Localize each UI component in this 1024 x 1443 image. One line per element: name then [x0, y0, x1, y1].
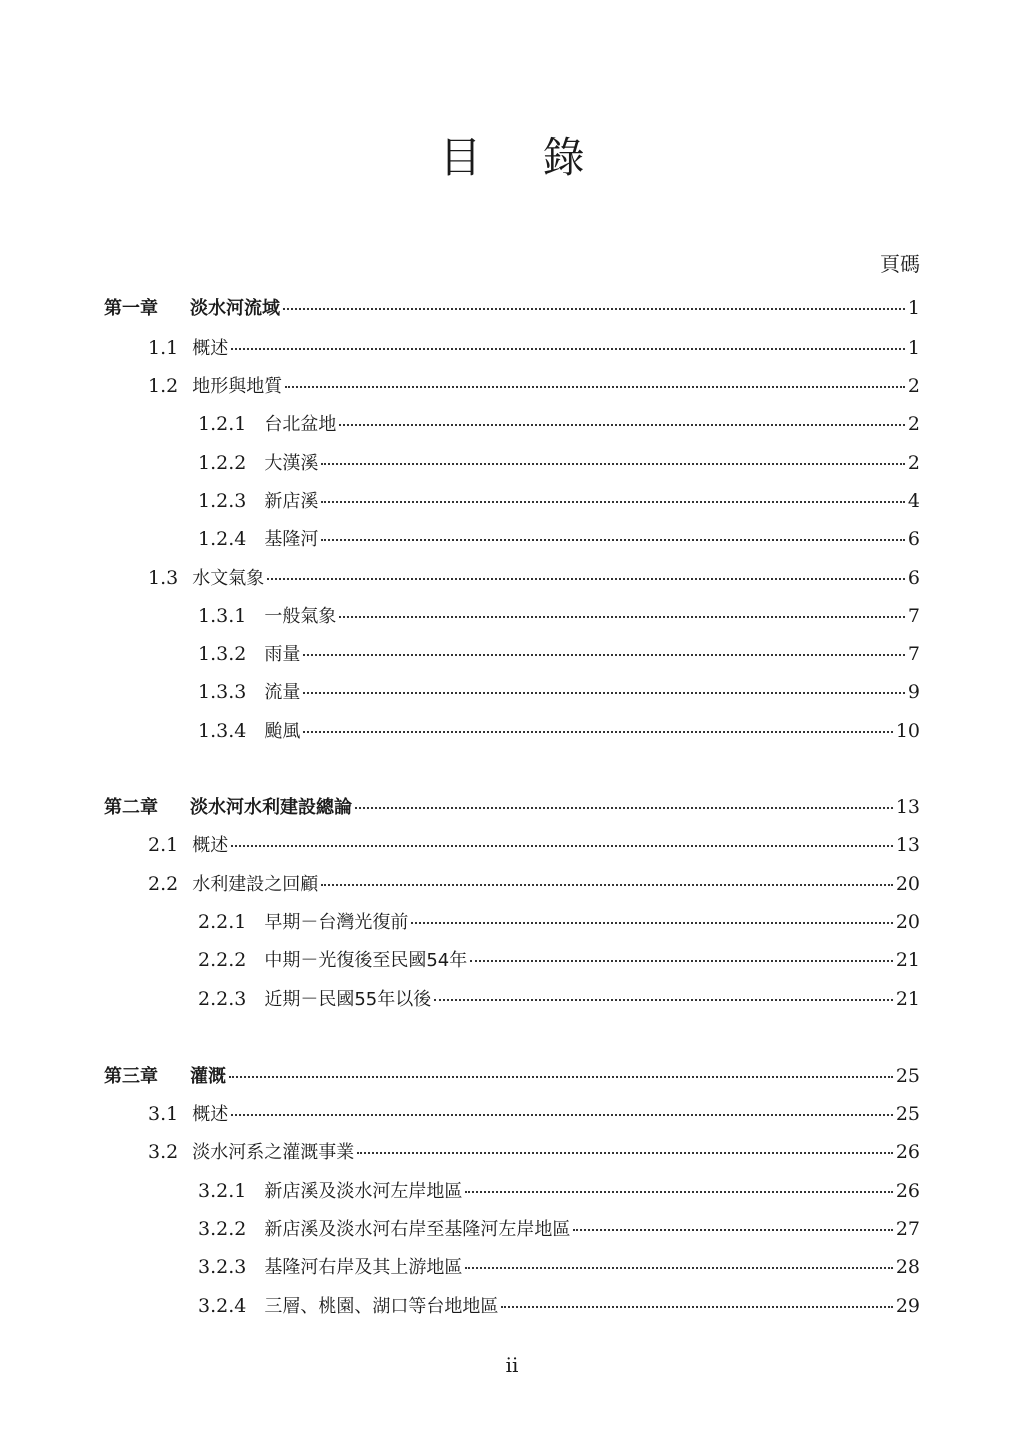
toc-entry-page: 2 — [907, 375, 920, 397]
dot-leader — [285, 386, 905, 388]
dot-leader — [303, 731, 892, 733]
toc-entry-page: 13 — [895, 796, 920, 818]
toc-entry-page: 20 — [895, 911, 920, 933]
dot-leader — [573, 1229, 892, 1231]
dot-leader — [283, 308, 905, 310]
toc-entry[interactable] — [0, 1252, 1024, 1282]
toc-entry-title: 流量 — [264, 682, 301, 703]
dot-leader — [321, 501, 905, 503]
dot-leader — [355, 807, 893, 809]
toc-entry-page: 10 — [895, 720, 920, 742]
toc-entry[interactable] — [0, 333, 1024, 363]
toc-entry-page: 29 — [895, 1295, 920, 1317]
toc-entry[interactable] — [0, 984, 1024, 1014]
toc-entry[interactable] — [0, 1137, 1024, 1167]
toc-entry-title: 淡水河流域 — [190, 298, 280, 319]
toc-entry[interactable] — [0, 1061, 1024, 1091]
dot-leader — [303, 692, 905, 694]
toc-entry-number: 3.1 — [148, 1103, 179, 1125]
toc-entry-title: 中期－光復後至民國54年 — [264, 950, 468, 971]
dot-leader — [321, 539, 905, 541]
dot-leader — [501, 1306, 892, 1308]
dot-leader — [465, 1267, 892, 1269]
toc-entry-number: 1.3.4 — [198, 720, 247, 742]
toc-entry-number: 1.2.4 — [198, 528, 247, 550]
toc-entry-number: 2.1 — [148, 834, 179, 856]
toc-entry-number: 3.2 — [148, 1141, 179, 1163]
toc-entry-number: 2.2 — [148, 873, 179, 895]
toc-entry[interactable] — [0, 639, 1024, 669]
toc-entry[interactable] — [0, 907, 1024, 937]
toc-entry-number: 1.3.2 — [198, 643, 247, 665]
toc-entry-number: 3.2.1 — [198, 1180, 247, 1202]
toc-entry[interactable] — [0, 1291, 1024, 1321]
toc-entry-page: 27 — [895, 1218, 920, 1240]
toc-entry[interactable] — [0, 293, 1024, 323]
toc-entry-number: 第一章 — [104, 298, 158, 319]
toc-entry-number: 1.2.3 — [198, 490, 247, 512]
toc-entry-number: 3.2.3 — [198, 1256, 247, 1278]
toc-entry-number: 2.2.3 — [198, 988, 247, 1010]
toc-entry-page: 26 — [895, 1180, 920, 1202]
toc-entry[interactable] — [0, 409, 1024, 439]
toc-entry-page: 21 — [895, 988, 920, 1010]
toc-entry-number: 1.1 — [148, 337, 179, 359]
footer-page-number: ii — [505, 1353, 519, 1377]
toc-entry-title: 水利建設之回顧 — [192, 874, 319, 895]
toc-entry-title: 早期－台灣光復前 — [264, 912, 409, 933]
toc-entry[interactable] — [0, 716, 1024, 746]
toc-entry-number: 2.2.1 — [198, 911, 247, 933]
toc-entry-number: 1.2.2 — [198, 452, 247, 474]
dot-leader — [267, 578, 905, 580]
toc-entry[interactable] — [0, 792, 1024, 822]
toc-entry-title: 基隆河右岸及其上游地區 — [264, 1257, 463, 1278]
toc-entry-page: 25 — [895, 1065, 920, 1087]
toc-entry-page: 13 — [895, 834, 920, 856]
toc-entry-page: 25 — [895, 1103, 920, 1125]
toc-entry-title: 灌溉 — [190, 1066, 226, 1087]
toc-entry-title: 新店溪及淡水河右岸至基隆河左岸地區 — [264, 1219, 571, 1240]
toc-entry[interactable] — [0, 1214, 1024, 1244]
toc-entry-number: 第三章 — [104, 1066, 158, 1087]
toc-entry-title: 概述 — [192, 835, 229, 856]
toc-entry-page: 6 — [907, 528, 920, 550]
dot-leader — [339, 616, 905, 618]
toc-entry[interactable] — [0, 1176, 1024, 1206]
toc-entry-page: 28 — [895, 1256, 920, 1278]
dot-leader — [231, 1114, 893, 1116]
toc-entry-title: 台北盆地 — [264, 414, 337, 435]
toc-entry-title: 概述 — [192, 338, 229, 359]
toc-entry-page: 1 — [907, 337, 920, 359]
toc-entry-page: 4 — [907, 490, 920, 512]
toc-entry[interactable] — [0, 869, 1024, 899]
toc-entry-title: 一般氣象 — [264, 606, 337, 627]
toc-entry-title: 三層、桃園、湖口等台地地區 — [264, 1296, 499, 1317]
dot-leader — [321, 884, 893, 886]
toc-entry-number: 第二章 — [104, 797, 158, 818]
toc-entry-title: 雨量 — [264, 644, 301, 665]
dot-leader — [231, 348, 905, 350]
dot-leader — [321, 463, 905, 465]
toc-entry-number: 1.3.3 — [198, 681, 247, 703]
toc-entry-number: 2.2.2 — [198, 949, 247, 971]
toc-entry[interactable] — [0, 945, 1024, 975]
toc-entry-title: 基隆河 — [264, 529, 319, 550]
toc-entry-number: 3.2.2 — [198, 1218, 247, 1240]
toc-entry-title: 近期－民國55年以後 — [264, 989, 432, 1010]
toc-entry-page: 20 — [895, 873, 920, 895]
toc-entry-number: 1.2 — [148, 375, 179, 397]
toc-entry-page: 2 — [907, 452, 920, 474]
dot-leader — [339, 424, 905, 426]
toc-entry-page: 7 — [907, 643, 920, 665]
toc-entry-page: 9 — [907, 681, 920, 703]
toc-entry-page: 21 — [895, 949, 920, 971]
toc-entry-number: 1.2.1 — [198, 413, 247, 435]
toc-entry-title: 新店溪及淡水河左岸地區 — [264, 1181, 463, 1202]
toc-entry[interactable] — [0, 486, 1024, 516]
dot-leader — [411, 922, 892, 924]
toc-entry-title: 淡水河系之灌溉事業 — [192, 1142, 355, 1163]
toc-entry[interactable] — [0, 448, 1024, 478]
toc-entry[interactable] — [0, 1099, 1024, 1129]
toc-entry-title: 淡水河水利建設總論 — [190, 797, 352, 818]
toc-entry-page: 2 — [907, 413, 920, 435]
dot-leader — [229, 1076, 893, 1078]
dot-leader — [434, 999, 893, 1001]
toc-entry[interactable] — [0, 371, 1024, 401]
toc-entry-title: 大漢溪 — [264, 453, 319, 474]
toc-entry[interactable] — [0, 563, 1024, 593]
toc-entry-page: 7 — [907, 605, 920, 627]
toc-entry[interactable] — [0, 677, 1024, 707]
toc-entry-title: 颱風 — [264, 721, 301, 742]
toc-entry[interactable] — [0, 524, 1024, 554]
toc-entry-number: 1.3 — [148, 567, 179, 589]
dot-leader — [465, 1191, 892, 1193]
toc-entry-page: 1 — [907, 297, 920, 319]
dot-leader — [303, 654, 905, 656]
toc-entry[interactable] — [0, 830, 1024, 860]
page-title: 目 錄 — [439, 133, 609, 182]
toc-entry-number: 1.3.1 — [198, 605, 247, 627]
toc-entry[interactable] — [0, 601, 1024, 631]
dot-leader — [231, 845, 893, 847]
toc-entry-title: 新店溪 — [264, 491, 319, 512]
toc-entry-page: 26 — [895, 1141, 920, 1163]
toc-entry-title: 地形與地質 — [192, 376, 283, 397]
toc-entry-title: 水文氣象 — [192, 568, 265, 589]
page-number-column-label: 頁碼 — [880, 252, 920, 276]
toc-entry-title: 概述 — [192, 1104, 229, 1125]
toc-entry-number: 3.2.4 — [198, 1295, 247, 1317]
toc-entry-page: 6 — [907, 567, 920, 589]
dot-leader — [357, 1152, 893, 1154]
dot-leader — [470, 960, 893, 962]
